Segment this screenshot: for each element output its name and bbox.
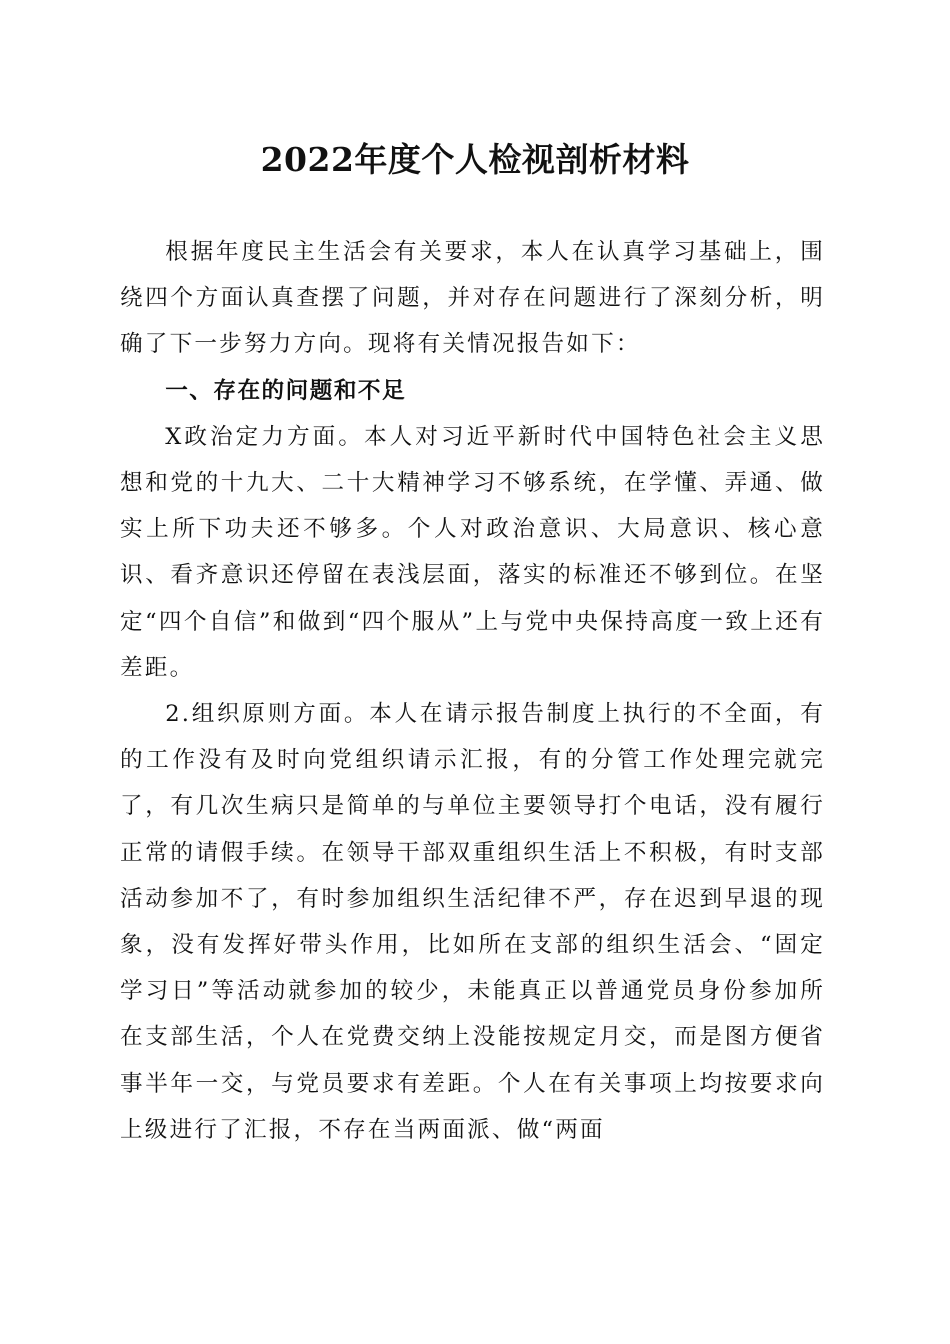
paragraph-organization: 2.组织原则方面。本人在请示报告制度上执行的不全面，有的工作没有及时向党组织请示汇报，有的分管工作处理完就完了，有几次生病只是简单的与单位主要领导打个电话，没有履行正常的请假手续。在领导干部双重组织生活上不积极，有时支部活动参加不了，有时参加组织生活纪律不严，存在迟到早退的现象，没有发挥好带头作用，比如所在支部的组织生活会、“固定学习日”等活动就参加的较少，未能真正以普通党员身份参加所在支部生活，个人在党费交纳上没能按规定月交，而是图方便省事半年一交，与党员要求有差距。个人在有关事项上均按要求向上级进行了汇报，不存在当两面派、做“两面 — [120, 701, 825, 1143]
document-body — [120, 229, 825, 1153]
document-title: 2022年度个人检视剖析材料 — [260, 140, 690, 179]
paragraph-political: X政治定力方面。本人对习近平新时代中国特色社会主义思想和党的十九大、二十大精神学习不够系统，在学懂、弄通、做实上所下功夫还不够多。个人对政治意识、大局意识、核心意识、看齐意识还停留在表浅层面，落实的标准还不够到位。在坚定“四个自信”和做到“四个服从”上与党中央保持高度一致上还有差距。 — [120, 423, 825, 681]
section-heading: 一、存在的问题和不足 — [165, 377, 407, 404]
intro-paragraph: 根据年度民主生活会有关要求，本人在认真学习基础上，围绕四个方面认真查摆了问题，并对存在问题进行了深刻分析，明确了下一步努力方向。现将有关情况报告如下： — [120, 239, 825, 358]
